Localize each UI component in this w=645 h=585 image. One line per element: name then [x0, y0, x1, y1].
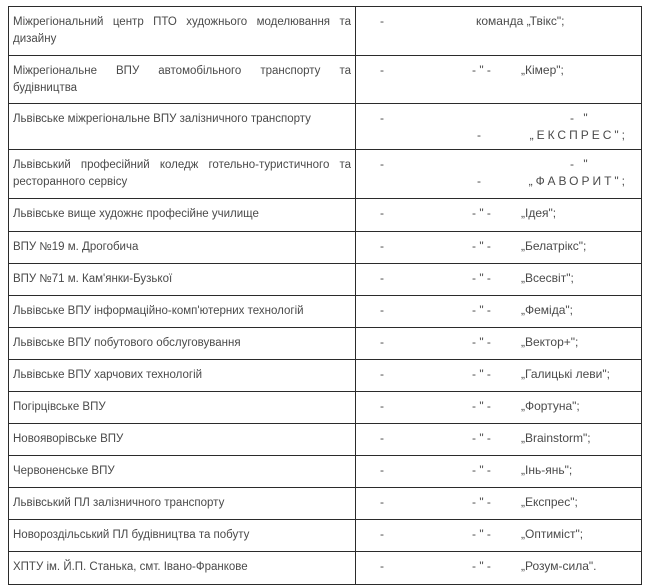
team-cell — [356, 296, 641, 327]
dash-marker: - — [380, 157, 384, 171]
dash-marker: - — [477, 174, 481, 188]
table-row — [9, 232, 641, 264]
team-cell — [356, 7, 641, 55]
dash-marker: - — [380, 239, 384, 253]
team-name: „Оптиміст"; — [521, 527, 584, 541]
team-cell — [356, 520, 641, 551]
team-name: „Розум-сила". — [521, 559, 597, 573]
table-row — [9, 264, 641, 296]
ditto-mark: - " - — [472, 239, 491, 253]
dash-marker: - — [380, 463, 384, 477]
institution-line: Міжрегіональний центр ПТО художнього моделювання та — [13, 16, 351, 28]
institution-cell — [9, 199, 356, 231]
team-cell — [356, 488, 641, 519]
institution-cell — [9, 456, 356, 487]
dash-marker: - — [380, 431, 384, 445]
ditto-mark: - " - — [472, 463, 491, 477]
team-name: команда „Твікс"; — [476, 14, 565, 28]
table-row — [9, 296, 641, 328]
institution-cell — [9, 296, 356, 327]
ditto-mark: - " - — [472, 399, 491, 413]
institution-line: Львівське ВПУ побутового обслуговування — [13, 337, 241, 349]
team-name: „Експрес"; — [521, 495, 578, 509]
table-row — [9, 199, 641, 232]
institution-line: Львівський ПЛ залізничного транспорту — [13, 497, 225, 509]
institution-line: Новороздільський ПЛ будівництва та побуту — [13, 529, 250, 541]
table-row — [9, 488, 641, 520]
institution-line: Міжрегіональне ВПУ автомобільного транспорту та — [13, 65, 351, 77]
dash-marker: - — [380, 206, 384, 220]
team-name: „Белатрікс"; — [521, 239, 587, 253]
team-cell — [356, 56, 641, 103]
dash-marker: - — [380, 335, 384, 349]
dash-marker: - — [380, 111, 384, 125]
table-row — [9, 150, 641, 199]
team-name: „Фортуна"; — [521, 399, 580, 413]
dash-marker: - — [380, 14, 384, 28]
ditto-mark: - " - — [472, 335, 491, 349]
institution-line: Львівське вище художнє професійне училище — [13, 208, 259, 220]
table-row — [9, 392, 641, 424]
institution-cell — [9, 264, 356, 295]
table-row — [9, 328, 641, 360]
team-cell — [356, 424, 641, 455]
team-name: „Галицькі леви"; — [521, 367, 610, 381]
institution-cell — [9, 360, 356, 391]
team-name: „Вектор+"; — [521, 335, 579, 349]
ditto-mark: - " - — [472, 559, 491, 573]
institution-cell — [9, 424, 356, 455]
institution-cell — [9, 104, 356, 149]
team-cell — [356, 150, 641, 198]
dash-quote-mark: - " — [570, 111, 591, 125]
institution-cell — [9, 232, 356, 263]
dash-marker: - — [380, 367, 384, 381]
team-cell — [356, 552, 641, 584]
team-name: „ФАВОРИТ"; — [528, 174, 628, 188]
dash-quote-mark: - " — [570, 157, 591, 171]
institution-line: ресторанного сервісу — [13, 176, 128, 188]
institution-cell — [9, 488, 356, 519]
institution-line: Погірцівське ВПУ — [13, 401, 106, 413]
team-name: „Ідея"; — [521, 206, 557, 220]
dash-marker: - — [380, 303, 384, 317]
table-row — [9, 520, 641, 552]
team-cell — [356, 392, 641, 423]
dash-marker: - — [380, 559, 384, 573]
team-cell — [356, 264, 641, 295]
ditto-mark: - " - — [472, 527, 491, 541]
dash-marker: - — [380, 399, 384, 413]
institution-line: будівництва — [13, 82, 78, 94]
table-row — [9, 7, 641, 56]
institution-line: дизайну — [13, 33, 57, 45]
table-row — [9, 456, 641, 488]
dash-marker: - — [380, 527, 384, 541]
team-cell — [356, 360, 641, 391]
institution-cell — [9, 150, 356, 198]
dash-marker: - — [380, 271, 384, 285]
table-row — [9, 360, 641, 392]
team-cell — [356, 104, 641, 149]
institution-line: Львівське ВПУ інформаційно-комп'ютерних технологій — [13, 305, 304, 317]
team-name: „Інь-янь"; — [521, 463, 573, 477]
ditto-mark: - " - — [472, 206, 491, 220]
results-table — [8, 6, 642, 585]
ditto-mark: - " - — [472, 495, 491, 509]
ditto-mark: - " - — [472, 303, 491, 317]
institution-line: Червоненське ВПУ — [13, 465, 115, 477]
ditto-mark: - " - — [472, 63, 491, 77]
table-row — [9, 56, 641, 104]
team-cell — [356, 199, 641, 231]
table-row — [9, 104, 641, 150]
dash-marker: - — [380, 495, 384, 509]
dash-marker: - — [380, 63, 384, 77]
institution-line: ХПТУ ім. Й.П. Станька, смт. Івано-Франкове — [13, 561, 248, 573]
team-name: „Феміда"; — [521, 303, 573, 317]
institution-cell — [9, 552, 356, 584]
team-name: „Всесвіт"; — [521, 271, 574, 285]
dash-marker: - — [477, 128, 481, 142]
table-row — [9, 424, 641, 456]
team-cell — [356, 328, 641, 359]
table-row — [9, 552, 641, 584]
institution-line: ВПУ №19 м. Дрогобича — [13, 241, 139, 253]
team-name: „ЕКСПРЕС"; — [529, 128, 628, 142]
institution-line: ВПУ №71 м. Кам'янки-Бузької — [13, 273, 173, 285]
institution-cell — [9, 520, 356, 551]
team-cell — [356, 456, 641, 487]
institution-cell — [9, 392, 356, 423]
institution-cell — [9, 7, 356, 55]
ditto-mark: - " - — [472, 431, 491, 445]
institution-line: Новояворівське ВПУ — [13, 433, 124, 445]
team-name: „Brainstorm"; — [521, 431, 591, 445]
institution-cell — [9, 56, 356, 103]
institution-line: Львівське ВПУ харчових технологій — [13, 369, 203, 381]
team-name: „Кімер"; — [521, 63, 564, 77]
ditto-mark: - " - — [472, 271, 491, 285]
institution-line: Львівське міжрегіональне ВПУ залізничного транспорту — [13, 113, 311, 125]
ditto-mark: - " - — [472, 367, 491, 381]
institution-cell — [9, 328, 356, 359]
team-cell — [356, 232, 641, 263]
institution-line: Львівський професійний коледж готельно-туристичного та — [13, 159, 351, 171]
